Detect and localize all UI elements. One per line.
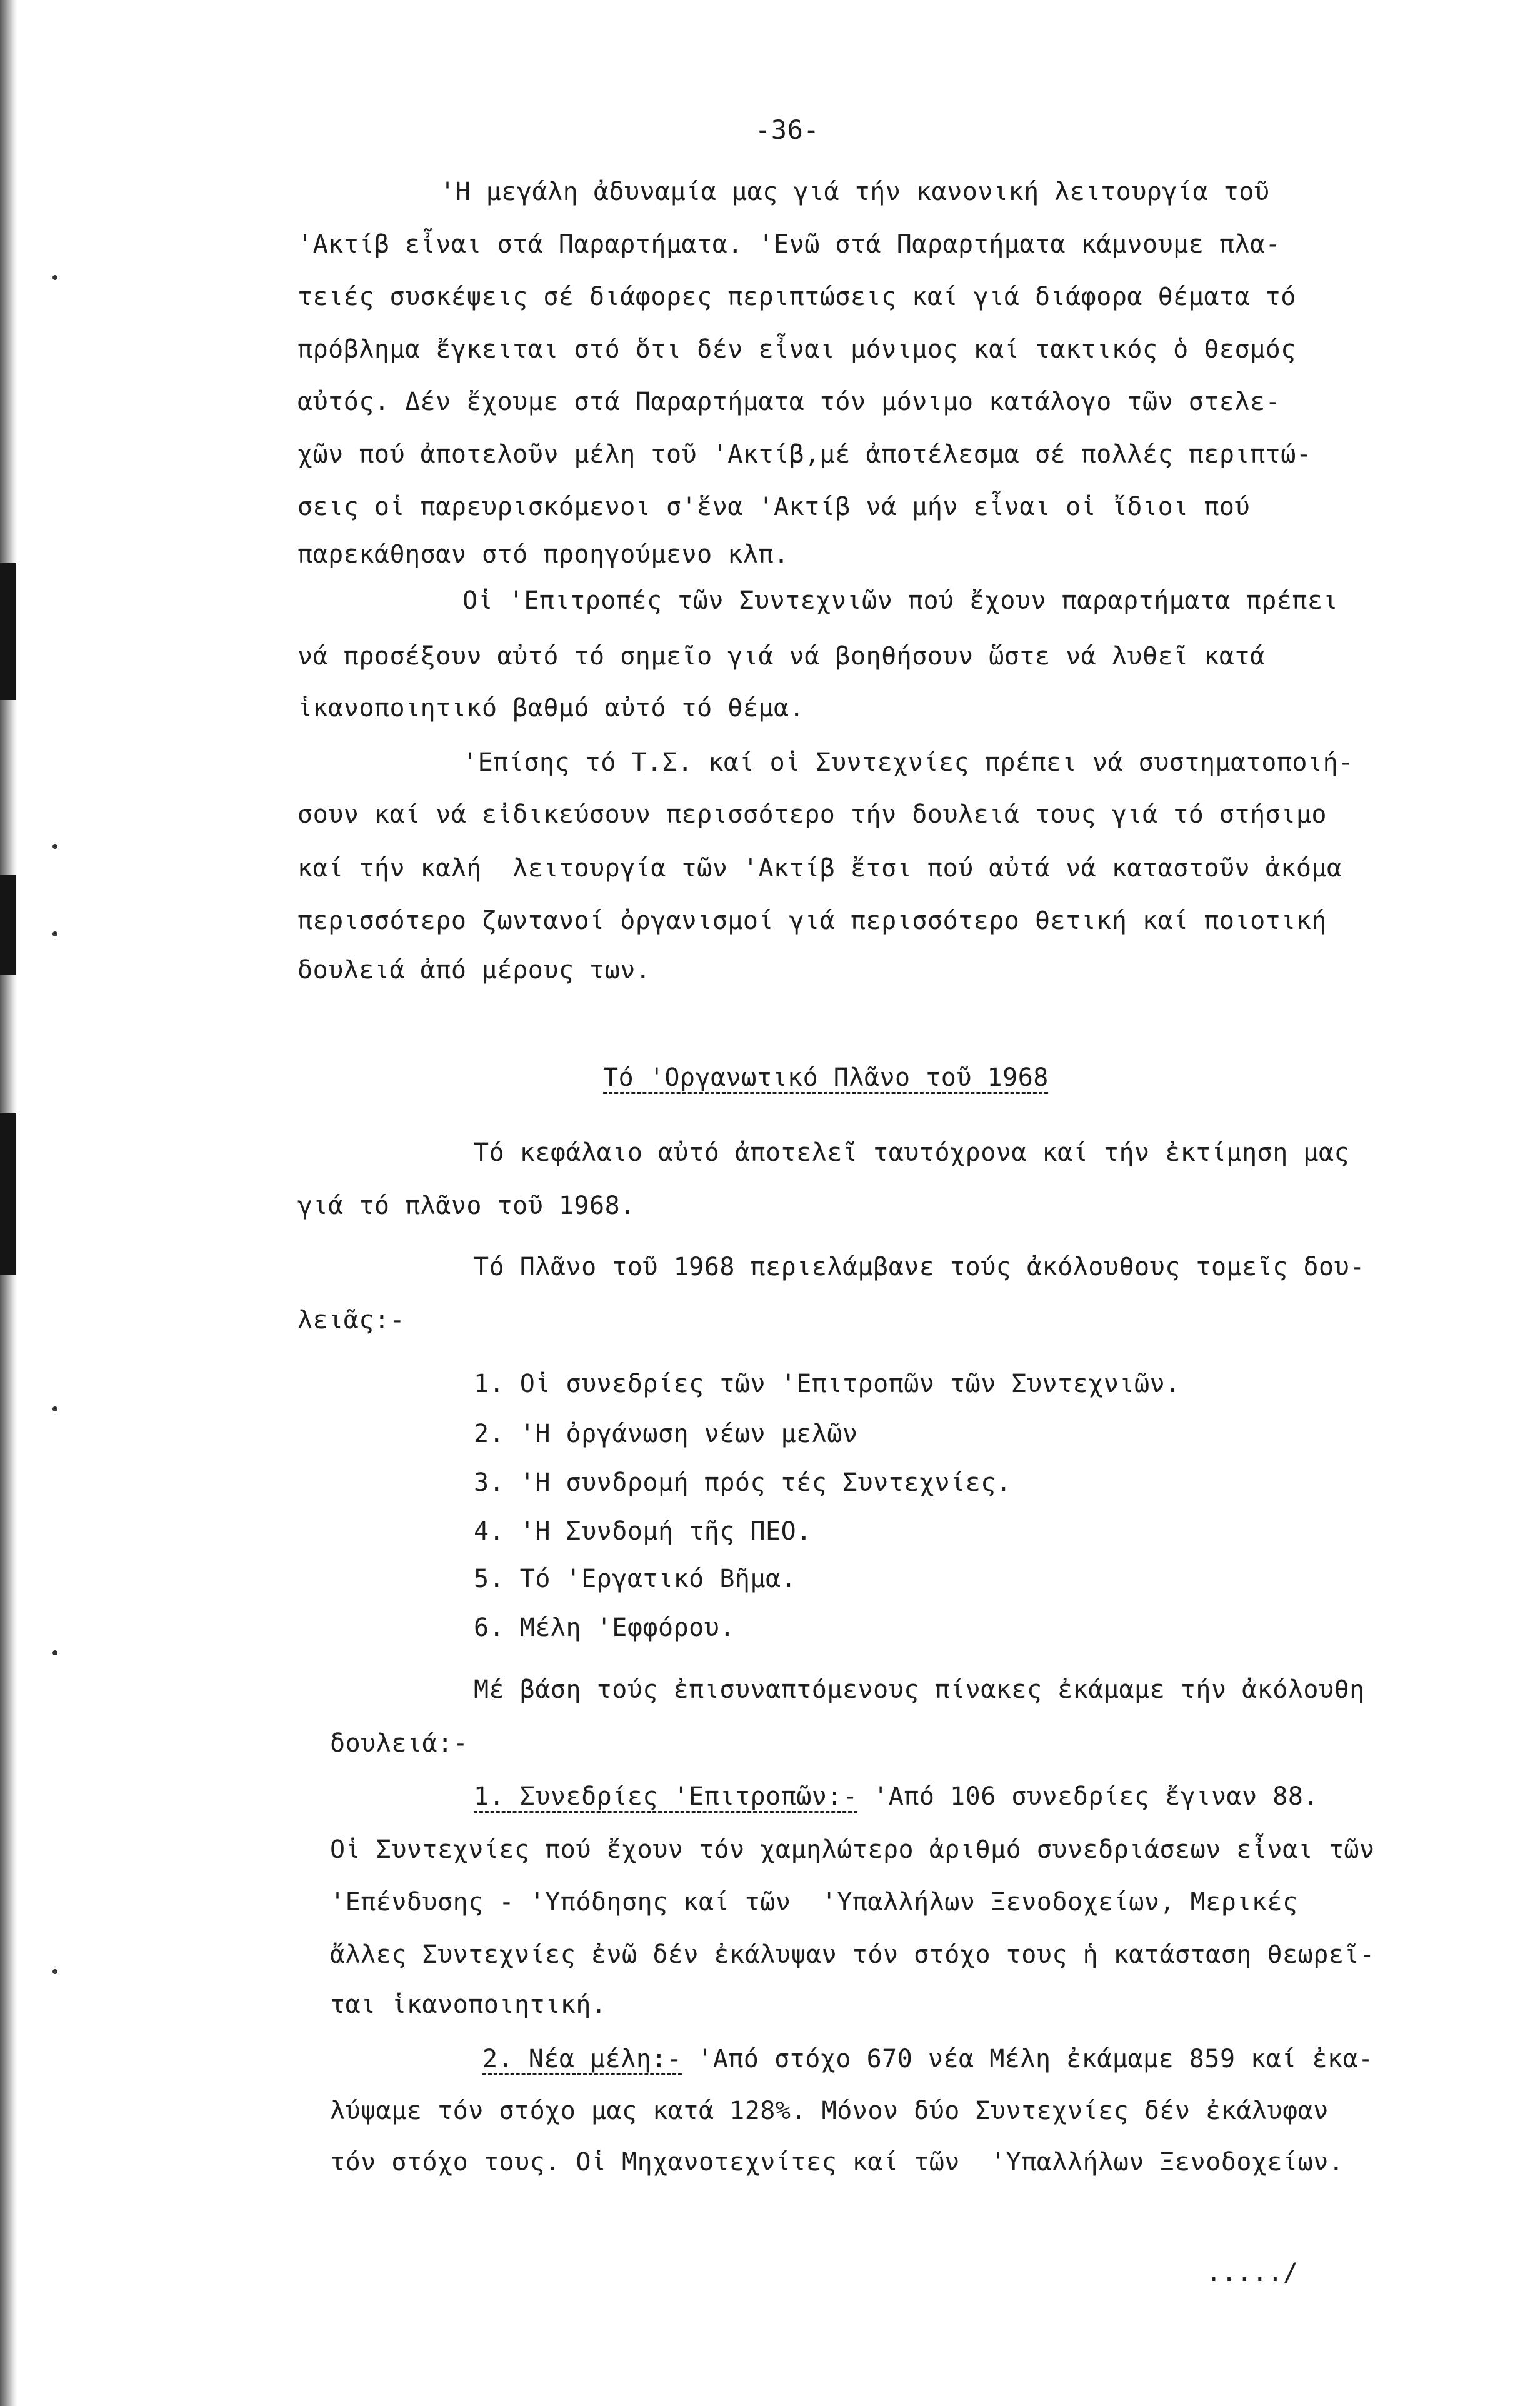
item2-line: λύψαμε τόν στόχο μας κατά 128%. Μόνον δύο Συντεχνίες δέν ἐκάλυφαν [330, 2097, 1329, 2125]
continuation-mark: ...../ [1206, 2258, 1299, 2287]
margin-mark [52, 931, 58, 936]
para2-line: Οἱ 'Επιτροπές τῶν Συντεχνιῶν πού ἔχουν παραρτήματα πρέπει [462, 586, 1339, 615]
list-item: 1. Οἱ συνεδρίες τῶν 'Επιτροπῶν τῶν Συντεχνιῶν. [474, 1370, 1181, 1398]
item2-line: τόν στόχο τους. Οἱ Μηχανοτεχνίτες καί τῶν 'Υπαλλήλων Ξενοδοχείων. [330, 2148, 1344, 2177]
item1-first-text: 'Από 106 συνεδρίες ἔγιναν 88. [858, 1782, 1319, 1811]
para1-line: σεις οἱ παρευρισκόμενοι σ'ἕνα 'Ακτίβ νά μήν εἶναι οἱ ἴδιοι πού [298, 493, 1251, 521]
list-item: 3. 'Η συνδρομή πρός τές Συντεχνίες. [474, 1468, 1012, 1497]
page-number: -36- [755, 114, 820, 145]
para5-line: Τό Πλᾶνο τοῦ 1968 περιελάμβανε τούς ἀκόλουθους τομεῖς δου- [474, 1253, 1365, 1281]
para2-line: νά προσέξουν αὐτό τό σημεῖο γιά νά βοηθήσουν ὥστε νά λυθεῖ κατά [298, 642, 1266, 671]
para3-line: δουλειά ἀπό μέρους των. [298, 956, 651, 985]
para6-line: Μέ βάση τούς ἐπισυναπτόμενους πίνακες ἐκάμαμε τήν ἀκόλουθη [474, 1675, 1365, 1704]
para1-line: αὐτός. Δέν ἔχουμε στά Παραρτήματα τόν μόνιμο κατάλογο τῶν στελε- [298, 388, 1281, 416]
para1-line: χῶν πού ἀποτελοῦν μέλη τοῦ 'Ακτίβ,μέ ἀποτέλεσμα σέ πολλές περιπτώ- [298, 440, 1312, 469]
item2-first-line [482, 2044, 1374, 2074]
section-heading: Τό 'Οργανωτικό Πλᾶνο τοῦ 1968 [603, 1063, 1049, 1092]
para3-line: σουν καί νά εἰδικεύσουν περισσότερο τήν δουλειά τους γιά τό στήσιμο [298, 800, 1327, 829]
list-item: 4. 'Η Συνδομή τῆς ΠΕΟ. [474, 1517, 812, 1546]
para6-line: δουλειά:- [330, 1729, 469, 1758]
item2-label: 2. Νέα μέλη:- [482, 2045, 682, 2073]
para3-line: περισσότερο ζωντανοί ὀργανισμοί γιά περισσότερο θετική καί ποιοτική [298, 906, 1327, 935]
para3-line: καί τήν καλή λειτουργία τῶν 'Ακτίβ ἔτσι πού αὐτά νά καταστοῦν ἀκόμα [298, 854, 1342, 883]
para2-line: ἱκανοποιητικό βαθμό αὐτό τό θέμα. [298, 694, 805, 723]
para1-line: 'Ακτίβ εἶναι στά Παραρτήματα. 'Ενῶ στά Παραρτήματα κάμνουμε πλα- [298, 230, 1281, 259]
list-item: 2. 'Η ὀργάνωση νέων μελῶν [474, 1420, 858, 1448]
margin-mark [52, 1969, 58, 1974]
margin-mark [52, 1650, 58, 1655]
margin-mark [52, 275, 58, 280]
item1-line: ται ἱκανοποιητική. [330, 1990, 607, 2019]
margin-mark [52, 1406, 58, 1411]
list-item: 5. Τό 'Εργατικό Βῆμα. [474, 1565, 797, 1593]
margin-mark [52, 844, 58, 849]
scan-edge-shadow [0, 0, 18, 2406]
para1-line: παρεκάθησαν στό προηγούμενο κλπ. [298, 540, 789, 569]
para4-line: Τό κεφάλαιο αὐτό ἀποτελεῖ ταυτόχρονα καί τήν ἐκτίμηση μας [474, 1138, 1350, 1167]
item1-line: ἄλλες Συντεχνίες ἐνῶ δέν ἐκάλυψαν τόν στόχο τους ἡ κατάσταση θεωρεῖ- [330, 1940, 1375, 1969]
para4-line: γιά τό πλᾶνο τοῦ 1968. [298, 1191, 636, 1220]
item1-line: 'Επένδυσης - 'Υπόδησης καί τῶν 'Υπαλλήλων Ξενοδοχείων, Μερικές [330, 1888, 1298, 1917]
para1-line: 'Η μεγάλη ἀδυναμία μας γιά τήν κανονική λειτουργία τοῦ [440, 178, 1270, 206]
para1-line: πρόβλημα ἔγκειται στό ὅτι δέν εἶναι μόνιμος καί τακτικός ὁ θεσμός [298, 335, 1296, 364]
item1-line: Οἱ Συντεχνίες πού ἔχουν τόν χαμηλώτερο ἀριθμό συνεδριάσεων εἶναι τῶν [330, 1835, 1375, 1864]
item1-first-line [474, 1782, 1319, 1812]
item2-first-text: 'Από στόχο 670 νέα Μέλη ἐκάμαμε 859 καί ἐκα- [682, 2045, 1374, 2073]
para3-line: 'Επίσης τό Τ.Σ. καί οἱ Συντεχνίες πρέπει νά συστηματοποιή- [462, 748, 1354, 777]
para1-line: τειές συσκέψεις σέ διάφορες περιπτώσεις καί γιά διάφορα θέματα τό [298, 283, 1296, 311]
para5-line: λειᾶς:- [298, 1306, 406, 1335]
list-item: 6. Μέλη 'Εφφόρου. [474, 1613, 735, 1642]
item1-label: 1. Συνεδρίες 'Επιτροπῶν:- [474, 1782, 858, 1811]
